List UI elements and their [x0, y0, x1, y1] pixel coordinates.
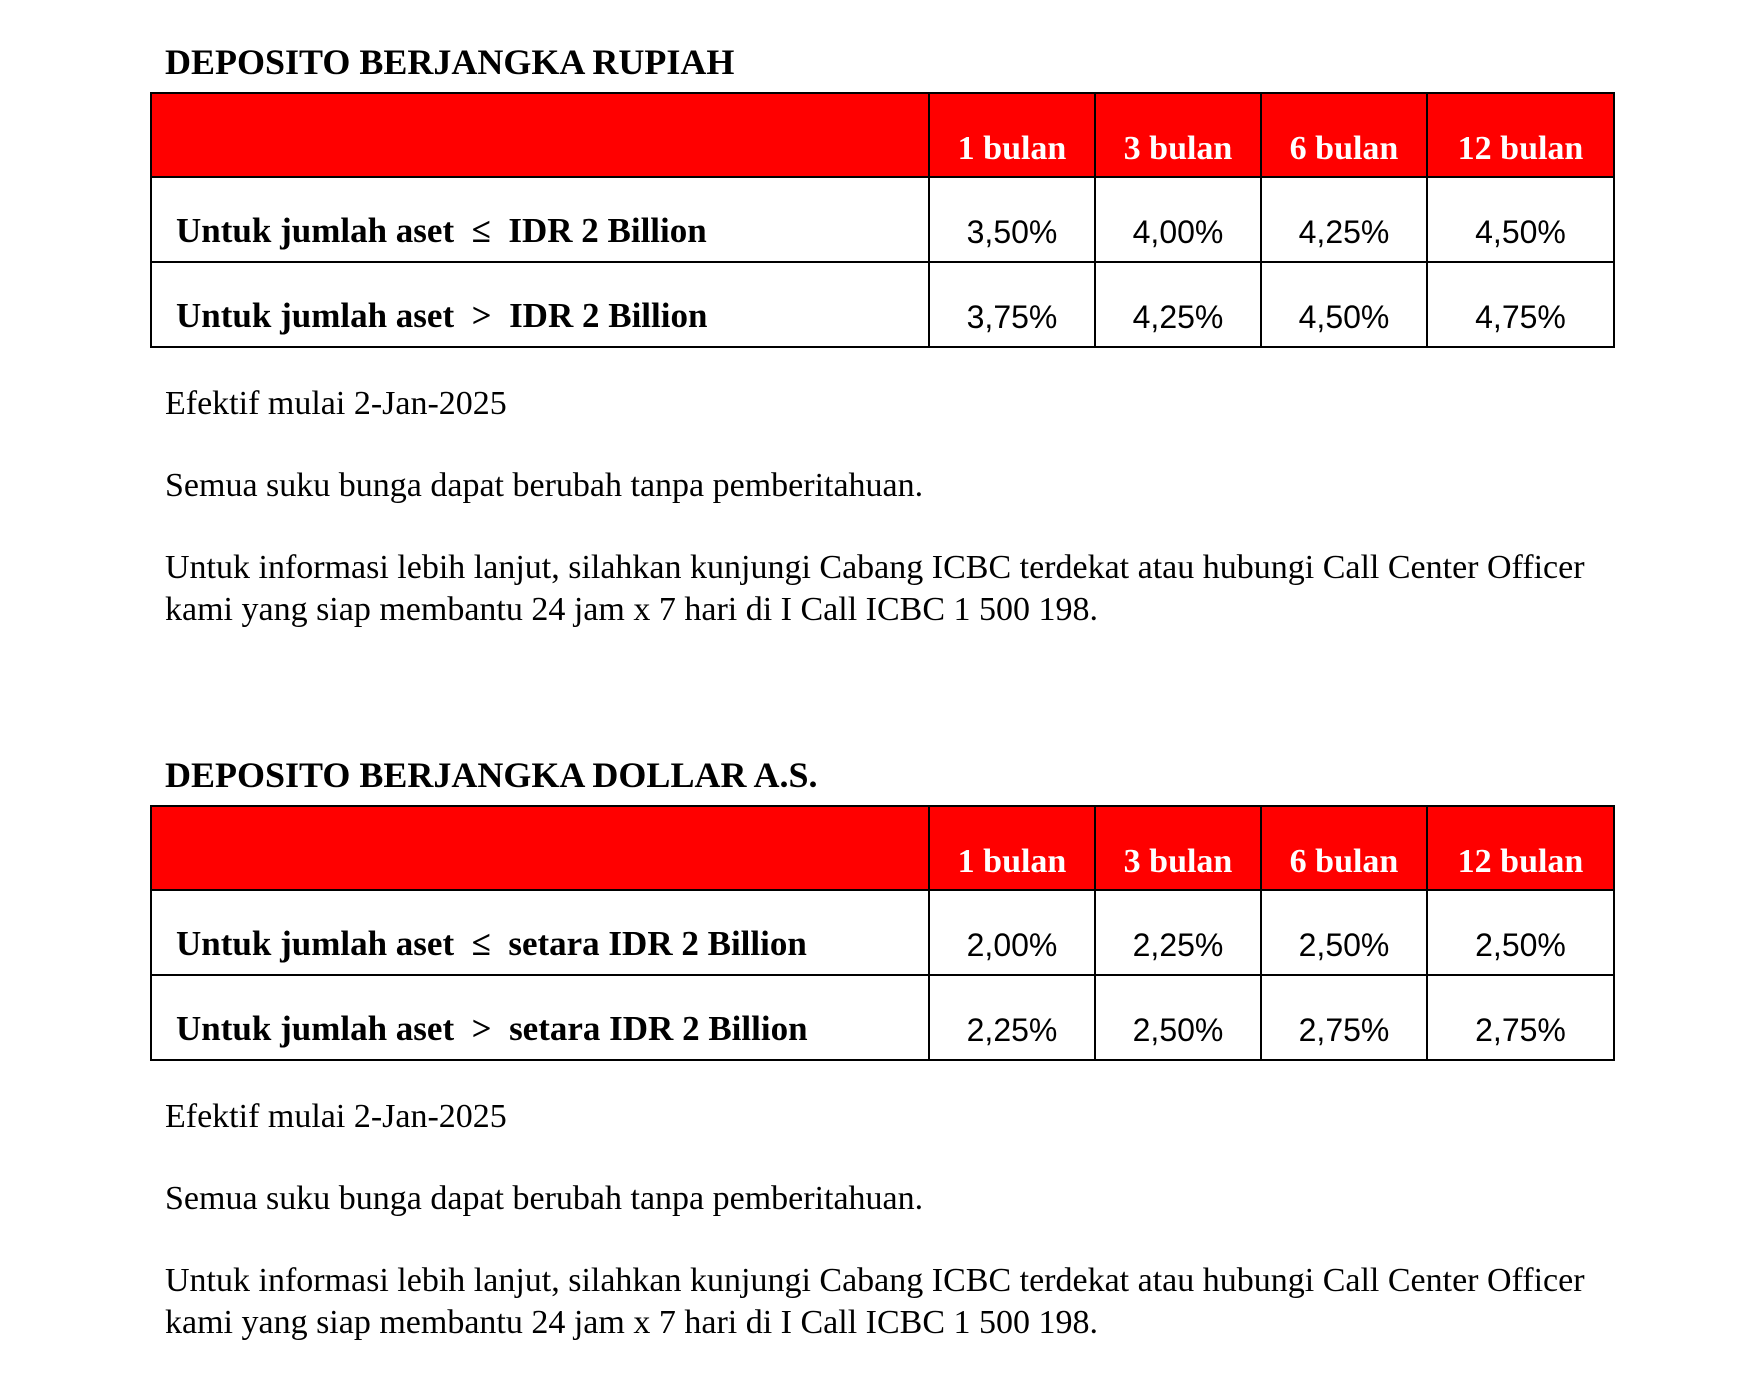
header-tenor: 3 bulan [1095, 93, 1261, 177]
header-tenor: 6 bulan [1261, 806, 1427, 890]
comparison-symbol: ≤ [471, 924, 491, 963]
table-row [151, 262, 1614, 347]
header-tenor: 3 bulan [1095, 806, 1261, 890]
table-row [151, 975, 1614, 1060]
rate-change-note: Semua suku bunga dapat berubah tanpa pemberitahuan. [165, 467, 924, 504]
row-label-prefix: Untuk jumlah aset [176, 211, 455, 250]
rate-cell: 4,50% [1261, 262, 1427, 347]
notes-block [165, 1096, 1615, 1344]
rate-cell: 4,25% [1095, 262, 1261, 347]
header-blank-cell [151, 93, 929, 177]
rate-cell: 3,50% [929, 177, 1095, 262]
rate-cell: 2,50% [1095, 975, 1261, 1060]
rate-cell: 2,75% [1261, 975, 1427, 1060]
row-label [151, 262, 929, 347]
rate-cell: 2,00% [929, 890, 1095, 975]
row-label-amount: IDR 2 Billion [509, 296, 708, 335]
effective-date: Efektif mulai 2-Jan-2025 [165, 385, 507, 422]
comparison-symbol: ≤ [471, 211, 491, 250]
rate-cell: 2,50% [1427, 890, 1614, 975]
section-title: DEPOSITO BERJANGKA RUPIAH [165, 42, 735, 82]
table-row [151, 177, 1614, 262]
rate-table [150, 92, 1615, 348]
contact-info: Untuk informasi lebih lanjut, silahkan kunjungi Cabang ICBC terdekat atau hubungi Call Center Officer kami yang siap membantu 24 jam x 7 hari di I Call ICBC 1 500 198. [165, 549, 1585, 628]
comparison-symbol: > [471, 296, 492, 335]
row-label-prefix: Untuk jumlah aset [176, 296, 455, 335]
header-blank-cell [151, 806, 929, 890]
header-tenor: 6 bulan [1261, 93, 1427, 177]
rate-table [150, 805, 1615, 1061]
header-tenor: 12 bulan [1427, 806, 1614, 890]
comparison-symbol: > [471, 1009, 492, 1048]
table-header-row [151, 806, 1614, 890]
header-tenor: 1 bulan [929, 806, 1095, 890]
rate-change-note: Semua suku bunga dapat berubah tanpa pemberitahuan. [165, 1180, 924, 1217]
row-label [151, 975, 929, 1060]
rate-cell: 2,75% [1427, 975, 1614, 1060]
rate-cell: 4,75% [1427, 262, 1614, 347]
header-tenor: 12 bulan [1427, 93, 1614, 177]
rate-cell: 2,50% [1261, 890, 1427, 975]
rate-cell: 4,25% [1261, 177, 1427, 262]
row-label [151, 890, 929, 975]
table-row [151, 890, 1614, 975]
header-tenor: 1 bulan [929, 93, 1095, 177]
table-header-row [151, 93, 1614, 177]
section-title: DEPOSITO BERJANGKA DOLLAR A.S. [165, 755, 818, 795]
rate-cell: 2,25% [1095, 890, 1261, 975]
row-label-prefix: Untuk jumlah aset [176, 1009, 455, 1048]
rate-cell: 3,75% [929, 262, 1095, 347]
row-label-amount: setara IDR 2 Billion [509, 1009, 808, 1048]
row-label-amount: setara IDR 2 Billion [508, 924, 807, 963]
rate-cell: 4,00% [1095, 177, 1261, 262]
row-label-amount: IDR 2 Billion [508, 211, 707, 250]
notes-block [165, 383, 1615, 631]
rate-cell: 4,50% [1427, 177, 1614, 262]
contact-info: Untuk informasi lebih lanjut, silahkan kunjungi Cabang ICBC terdekat atau hubungi Call Center Officer kami yang siap membantu 24 jam x 7 hari di I Call ICBC 1 500 198. [165, 1262, 1585, 1341]
effective-date: Efektif mulai 2-Jan-2025 [165, 1098, 507, 1135]
row-label [151, 177, 929, 262]
rate-cell: 2,25% [929, 975, 1095, 1060]
row-label-prefix: Untuk jumlah aset [176, 924, 455, 963]
